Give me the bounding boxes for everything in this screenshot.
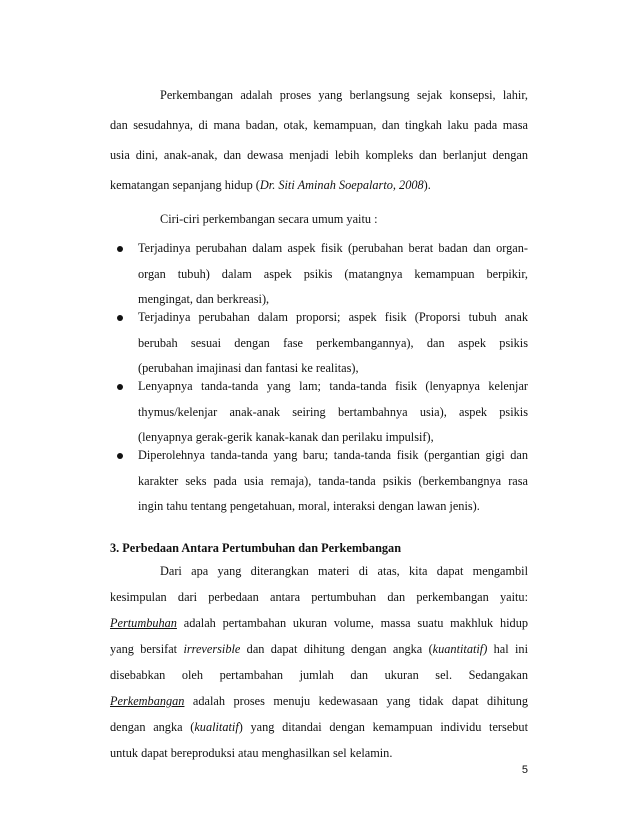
bullet4-line1: Diperolehnya tanda-tanda yang baru; tanda-tanda fisik (pergantian gigi dan xyxy=(138,448,528,462)
term-irreversible: irreversible xyxy=(183,642,241,656)
term-kualitatif: kualitatif xyxy=(194,720,239,734)
section-line4-mid: dan dapat dihitung dengan angka ( xyxy=(240,642,433,656)
section-line7 xyxy=(110,719,528,735)
section-line4-end: hal ini xyxy=(487,642,528,656)
bullet4-line3: ingin tahu tentang pengetahuan, moral, interaksi dengan lawan jenis). xyxy=(138,499,480,513)
bullet2-line1: Terjadinya perubahan dalam proporsi; aspek fisik (Proporsi tubuh anak xyxy=(138,310,528,324)
para1-line4-end: ). xyxy=(423,178,431,192)
bullet3-line1: Lenyapnya tanda-tanda yang lam; tanda-tanda fisik (lenyapnya kelenjar xyxy=(138,379,528,393)
section-line4-text: yang bersifat xyxy=(110,642,184,656)
bullet3-line2: thymus/kelenjar anak-anak seiring bertambahnya usia), aspek psikis xyxy=(138,405,528,419)
section-line4 xyxy=(110,641,528,657)
section-line3 xyxy=(110,615,528,631)
section-line6-text: adalah proses menuju kedewasaan yang tidak dapat dihitung xyxy=(184,694,528,708)
citation: Dr. Siti Aminah Soepalarto, 2008 xyxy=(259,178,424,192)
term-perkembangan: Perkembangan xyxy=(110,694,185,708)
page-number: 5 xyxy=(521,764,528,776)
section-line8: untuk dapat bereproduksi atau menghasilkan sel kelamin. xyxy=(110,746,393,760)
section-line2: kesimpulan dari perbedaan antara pertumbuhan dan perkembangan yaitu: xyxy=(110,590,528,604)
para1-line4-text: kematangan sepanjang hidup ( xyxy=(110,178,260,192)
section-line3-text: adalah pertambahan ukuran volume, massa suatu makhluk hidup xyxy=(176,616,528,630)
section-line1: Dari apa yang diterangkan materi di atas, kita dapat mengambil xyxy=(160,564,528,578)
bullet1-line3: mengingat, dan berkreasi), xyxy=(138,292,270,306)
para1-line3: usia dini, anak-anak, dan dewasa menjadi lebih kompleks dan berlanjut dengan xyxy=(110,148,528,162)
bullet-icon xyxy=(117,384,123,390)
bullet3-line3: (lenyapnya gerak-gerik kanak-kanak dan perilaku impulsif), xyxy=(138,430,434,444)
para1-line1: Perkembangan adalah proses yang berlangsung sejak konsepsi, lahir, xyxy=(160,88,528,102)
section-line6 xyxy=(110,693,528,709)
section-line7-text: dengan angka ( xyxy=(110,720,195,734)
bullet-icon xyxy=(117,315,123,321)
bullet1-line2: organ tubuh) dalam aspek psikis (matangnya kemampuan berpikir, xyxy=(138,267,528,281)
bullet2-line2: berubah sesuai dengan fase perkembangannya), dan aspek psikis xyxy=(138,336,528,350)
section-heading: 3. Perbedaan Antara Pertumbuhan dan Perkembangan xyxy=(110,541,402,555)
bullet2-line3: (perubahan imajinasi dan fantasi ke realitas), xyxy=(138,361,359,375)
para1-line4 xyxy=(110,177,528,193)
section-line7-end: ) yang ditandai dengan kemampuan individu tersebut xyxy=(238,720,528,734)
bullet4-line2: karakter seks pada usia remaja), tanda-tanda psikis (berkembangnya rasa xyxy=(138,474,528,488)
section-line5: disebabkan oleh pertambahan jumlah dan ukuran sel. Sedangakan xyxy=(110,668,528,682)
para1-line2: dan sesudahnya, di mana badan, otak, kemampuan, dan tingkah laku pada masa xyxy=(110,118,528,132)
term-pertumbuhan: Pertumbuhan xyxy=(110,616,177,630)
bullet1-line1: Terjadinya perubahan dalam aspek fisik (perubahan berat badan dan organ- xyxy=(138,241,528,255)
bullet-icon xyxy=(117,453,123,459)
bullet-icon xyxy=(117,246,123,252)
intro-line: Ciri-ciri perkembangan secara umum yaitu : xyxy=(160,212,378,226)
term-kuantitatif: kuantitatif) xyxy=(432,642,488,656)
